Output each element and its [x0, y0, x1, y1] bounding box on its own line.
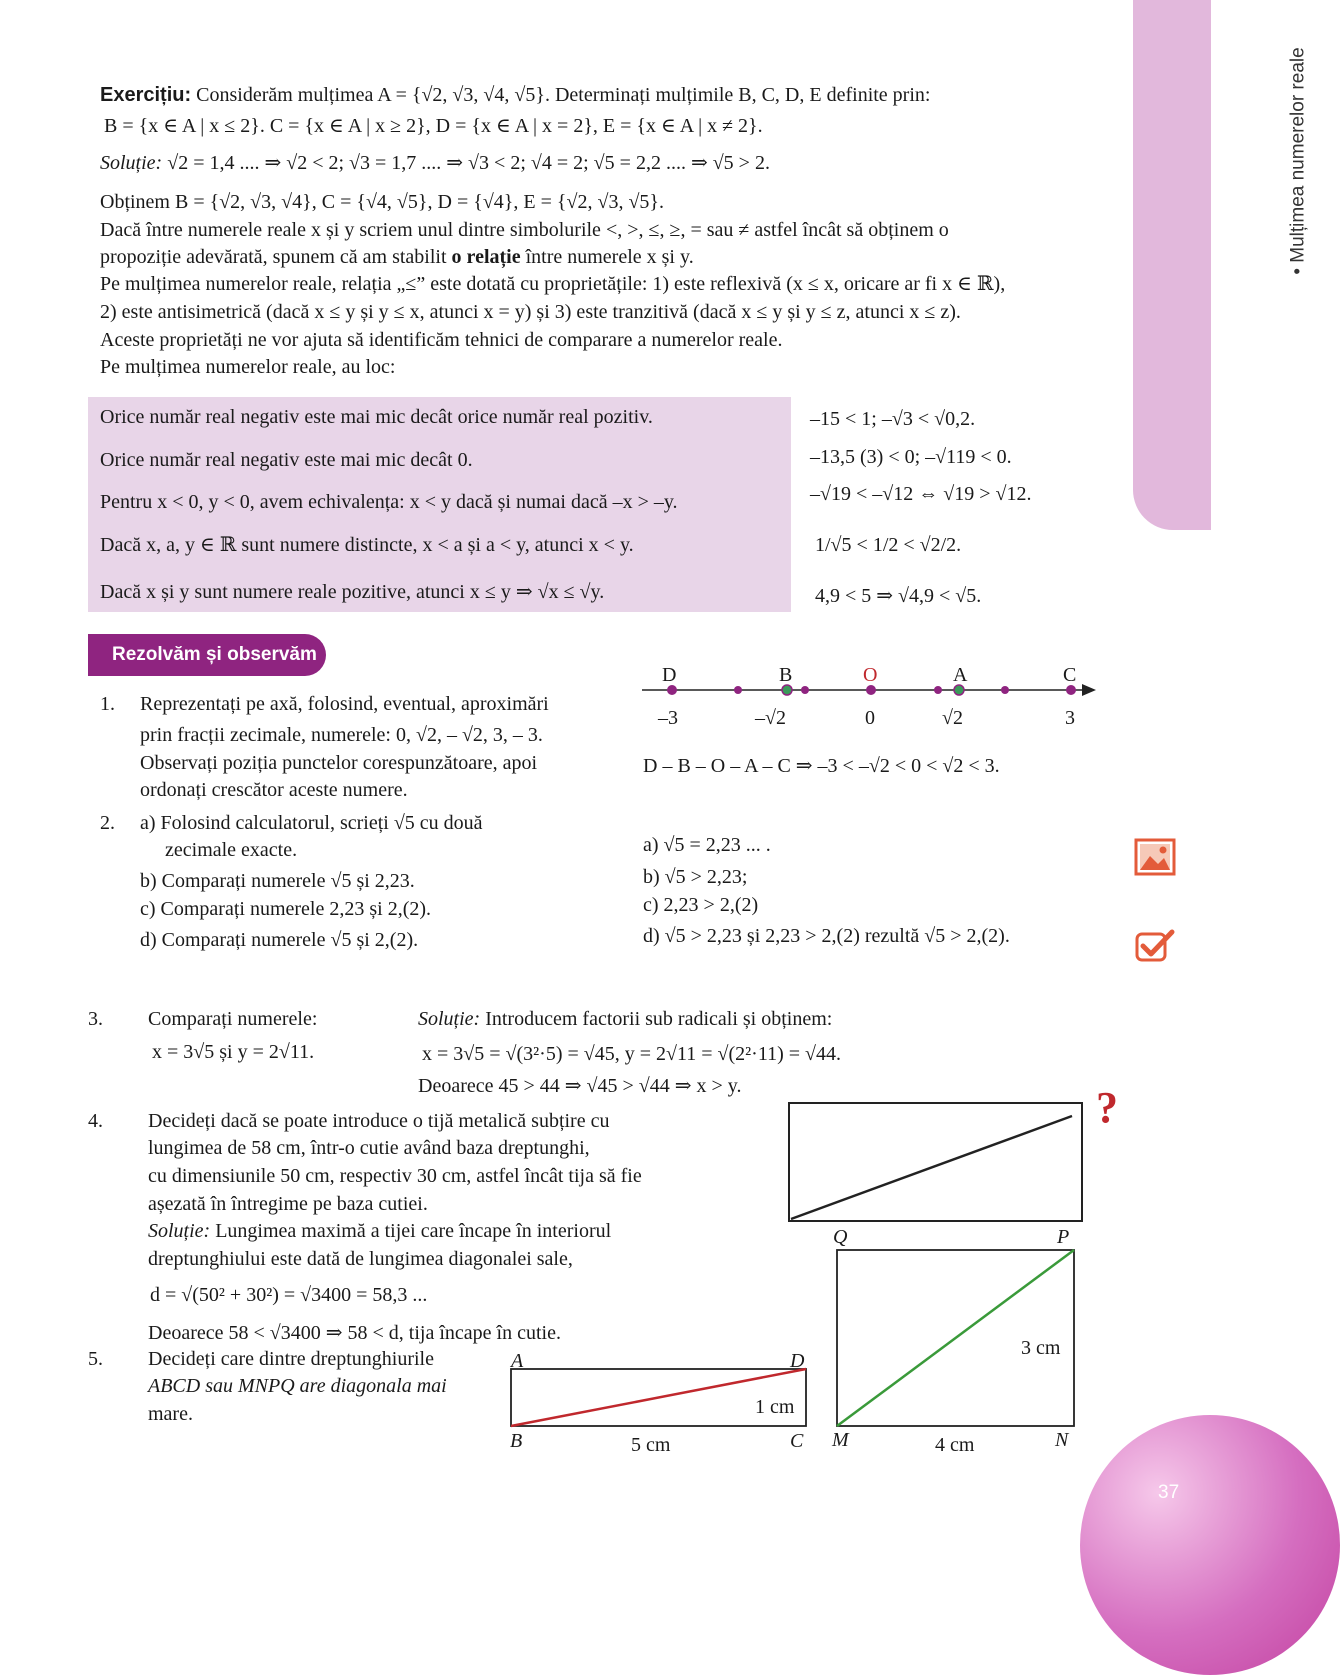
problem-4-line-6: dreptunghiului este dată de lungimea diagonalei sale,: [148, 1248, 573, 1270]
page-corner-decoration: [1080, 1415, 1340, 1675]
tick-dot: [934, 686, 942, 694]
intro-p1b-post: între numerele x și y.: [520, 246, 694, 268]
exercise-label: Exercițiu:: [100, 84, 192, 106]
problem-2-a1: a) Folosind calculatorul, scrieți √5 cu două: [140, 812, 483, 834]
problem-1-line-1: Reprezentați pe axă, folosind, eventual, aproximări: [140, 693, 549, 715]
intro-p1b-bold: o relație: [451, 246, 521, 268]
point-d-label: D: [662, 664, 677, 686]
intro-p1a: Dacă între numerele reale x și y scriem unul dintre simbolurile <, >, ≤, ≥, = sau ≠ astfel încât să obținem o: [100, 219, 949, 241]
property-example-2: –13,5 (3) < 0; –√119 < 0.: [810, 446, 1012, 468]
problem-4-solution-line: [148, 1218, 611, 1245]
problem-4-line-3: cu dimensiunile 50 cm, respectiv 30 cm, astfel încât tija să fie: [148, 1165, 642, 1187]
problem-3-solution-text: Introducem factorii sub radicali și obținem:: [485, 1008, 833, 1030]
tick-dot: [801, 686, 809, 694]
property-rule-3: Pentru x < 0, y < 0, avem echivalența: x < y dacă și numai dacă –x > –y.: [100, 491, 678, 513]
property-rule-4: Dacă x, a, y ∈ ℝ sunt numere distincte, x < a și a < y, atunci x < y.: [100, 534, 634, 556]
problem-1-number: 1.: [100, 693, 115, 715]
abcd-width-label: 5 cm: [631, 1434, 671, 1456]
problem-5-line-3: mare.: [148, 1403, 193, 1425]
problem-5-line-2: ABCD sau MNPQ are diagonala mai: [148, 1375, 447, 1397]
tick-dot: [1001, 686, 1009, 694]
property-rule-1: Orice număr real negativ este mai mic decât orice număr real pozitiv.: [100, 406, 653, 428]
mnpq-height-label: 3 cm: [1021, 1337, 1061, 1359]
point-d-value: –3: [658, 707, 678, 729]
section-title: Rezolvăm și observăm: [88, 634, 326, 676]
checkbox-icon: [1134, 928, 1176, 964]
problem-2-number: 2.: [100, 812, 115, 834]
problem-1-line-3: Observați poziția punctelor corespunzătoare, apoi: [140, 752, 538, 774]
intro-p1b-pre: propoziție adevărată, spunem că am stabilit: [100, 246, 452, 268]
solution-label: Soluție:: [100, 152, 163, 174]
exercise-text-1: Considerăm mulțimea A = {√2, √3, √4, √5}. Determinați mulțimile B, C, D, E definite prin:: [196, 84, 931, 106]
problem-2-c: c) Comparați numerele 2,23 și 2,(2).: [140, 898, 432, 920]
point-a-value: √2: [942, 707, 963, 729]
vertex-b: B: [510, 1430, 523, 1452]
property-example-5: 4,9 < 5 ⇒ √4,9 < √5.: [815, 585, 982, 607]
vertex-c: C: [790, 1430, 804, 1452]
vertex-p: P: [1057, 1226, 1070, 1248]
problem-3-solution-1: [418, 1006, 832, 1033]
point-b-label: B: [779, 664, 793, 686]
problem-4-solution-text: Lungimea maximă a tijei care încape în interiorul: [215, 1220, 612, 1242]
vertex-m: M: [832, 1429, 849, 1451]
intro-p3: Aceste proprietăți ne vor ajuta să identificăm tehnici de comparare a numerelor reale.: [100, 329, 783, 351]
vertex-a: A: [511, 1350, 524, 1372]
intro-p1b: [100, 244, 694, 271]
point-a-label: A: [953, 664, 968, 686]
problem-5-number: 5.: [88, 1348, 103, 1370]
number-line-arrow: [1082, 684, 1096, 696]
point-c-value: 3: [1065, 707, 1075, 729]
property-example-1: –15 < 1; –√3 < √0,2.: [810, 408, 976, 430]
intro-p2a: Pe mulțimea numerelor reale, relația „≤” este dotată cu proprietățile: 1) este reflexivă (x ≤ x, oricare ar fi x ∈ ℝ),: [100, 273, 1006, 295]
exercise-solution-line: [100, 150, 770, 177]
problem-3-solution-label: Soluție:: [418, 1008, 481, 1030]
tick-dot: [734, 686, 742, 694]
property-example-3: –√19 < –√12 ⇔ √19 > √12.: [810, 483, 1032, 505]
page-number: 37: [1158, 1482, 1180, 1503]
problem-4-formula: d = √(50² + 30²) = √3400 = 58,3 ...: [150, 1284, 428, 1306]
problem-4-line-1: Decideți dacă se poate introduce o tijă metalică subțire cu: [148, 1110, 610, 1132]
vertex-n: N: [1055, 1429, 1069, 1451]
exercise-line-2: B = {x ∈ A | x ≤ 2}. C = {x ∈ A | x ≥ 2}, D = {x ∈ A | x = 2}, E = {x ∈ A | x ≠ 2}.: [104, 115, 763, 137]
problem-2-a2: zecimale exacte.: [165, 839, 298, 861]
problem-3-line-2: x = 3√5 și y = 2√11.: [152, 1041, 315, 1063]
solution-text: √2 = 1,4 .... ⇒ √2 < 2; √3 = 1,7 .... ⇒ √3 < 2; √4 = 2; √5 = 2,2 .... ⇒ √5 > 2.: [167, 152, 770, 174]
mnpq-width-label: 4 cm: [935, 1434, 975, 1456]
intro-p4: Pe mulțimea numerelor reale, au loc:: [100, 356, 396, 378]
abcd-height-label: 1 cm: [755, 1396, 795, 1418]
vertex-q: Q: [833, 1226, 848, 1248]
problem-4-solution-label: Soluție:: [148, 1220, 211, 1242]
problem-2-answer-d: d) √5 > 2,23 și 2,23 > 2,(2) rezultă √5 > 2,(2).: [643, 925, 1010, 947]
problem-4-line-2: lungimea de 58 cm, într-o cutie având baza dreptunghi,: [148, 1137, 590, 1159]
problem-2-answer-a: a) √5 = 2,23 ... .: [643, 834, 771, 856]
metal-rod: [791, 1116, 1072, 1219]
problem-4-number: 4.: [88, 1110, 103, 1132]
point-o-label: O: [863, 664, 878, 686]
problem-2-d: d) Comparați numerele √5 și 2,(2).: [140, 929, 419, 951]
vertex-d: D: [790, 1350, 805, 1372]
problem-5-line-1: Decideți care dintre dreptunghiurile: [148, 1348, 434, 1370]
problem-3-solution-2: x = 3√5 = √(3²·5) = √45, y = 2√11 = √(2²·11) = √44.: [422, 1043, 842, 1065]
property-rule-5: Dacă x și y sunt numere reale pozitive, atunci x ≤ y ⇒ √x ≤ √y.: [100, 581, 605, 603]
problem-4-conclusion: Deoarece 58 < √3400 ⇒ 58 < d, tija încape în cutie.: [148, 1322, 561, 1344]
image-icon: [1134, 838, 1176, 876]
number-line-conclusion: D – B – O – A – C ⇒ –3 < –√2 < 0 < √2 < 3.: [643, 755, 1000, 777]
point-o-value: 0: [865, 707, 875, 729]
intro-p2b: 2) este antisimetrică (dacă x ≤ y și y ≤ x, atunci x = y) și 3) este tranzitivă (dacă x ≤ y și y ≤ z, atunci x ≤ z).: [100, 301, 961, 323]
question-mark: ?: [1096, 1083, 1118, 1132]
point-c-label: C: [1063, 664, 1077, 686]
property-rule-2: Orice număr real negativ este mai mic decât 0.: [100, 449, 473, 471]
point-b-value: –√2: [755, 707, 786, 729]
problem-1-line-2: prin fracții zecimale, numerele: 0, √2, – √2, 3, – 3.: [140, 724, 543, 746]
exercise-line-1: [100, 82, 930, 109]
problem-4-line-4: așezată în întregime pe baza cutiei.: [148, 1193, 428, 1215]
problem-2-answer-b: b) √5 > 2,23;: [643, 866, 748, 888]
problem-2-answer-c: c) 2,23 > 2,(2): [643, 894, 759, 916]
property-example-4: 1/√5 < 1/2 < √2/2.: [815, 534, 962, 556]
exercise-result-line: Obținem B = {√2, √3, √4}, C = {√4, √5}, D = {√4}, E = {√2, √3, √5}.: [100, 191, 665, 213]
problem-3-line-1: Comparați numerele:: [148, 1008, 318, 1030]
problem-3-number: 3.: [88, 1008, 103, 1030]
problem-2-b: b) Comparați numerele √5 și 2,23.: [140, 870, 415, 892]
chapter-title: • Mulțimea numerelor reale: [1287, 47, 1309, 275]
problem-3-solution-3: Deoarece 45 > 44 ⇒ √45 > √44 ⇒ x > y.: [418, 1075, 742, 1097]
side-tab: [1133, 0, 1211, 530]
box-base-figure: [786, 1100, 1086, 1224]
problem-1-line-4: ordonați crescător aceste numere.: [140, 779, 408, 801]
